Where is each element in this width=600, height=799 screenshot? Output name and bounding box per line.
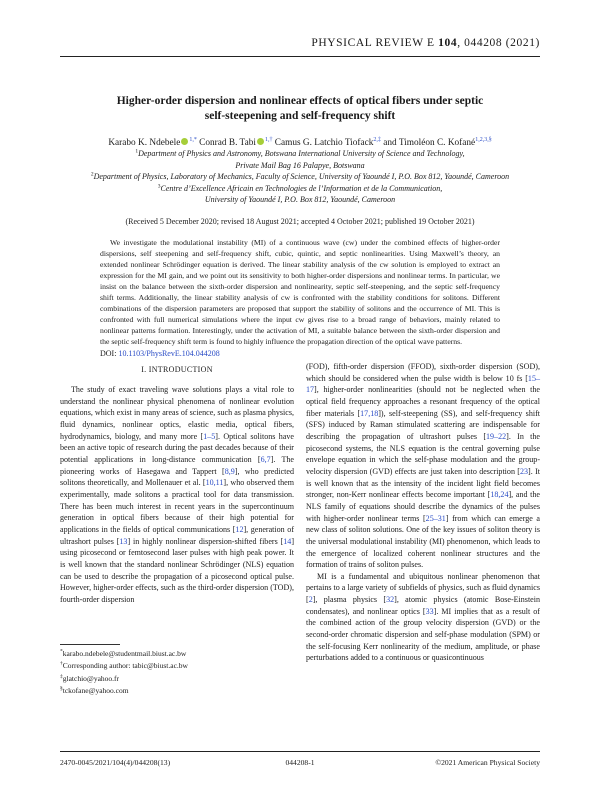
right-column	[306, 361, 540, 664]
citation-link[interactable]: 13	[119, 536, 128, 546]
author-affiliation-mark[interactable]: 2,‡	[373, 136, 381, 143]
citation-link[interactable]: 17,18	[360, 408, 379, 418]
text-run: ]. In the picosecond systems, the NLS equation is the central governing pulse envelope equation in which the self-phase modulation and the group-velocity dispersion (GVD) effects are just taken into description [	[306, 431, 540, 476]
text-run: ], higher-order nonlinearities (should not be neglected when the optical field frequency approaches a resonant frequency of the optical fiber materials [	[306, 385, 540, 418]
footnote: †Corresponding author: tabic@biust.ac.bw	[60, 660, 188, 671]
citation-link[interactable]: 33	[425, 606, 434, 616]
text-run: ], atomic physics (atomic Bose-Einstein condensates), and nonlinear optics [	[306, 595, 541, 616]
body-paragraph	[60, 384, 294, 605]
text-run: ]. MI implies that as a result of the combined action of the group velocity dispersion (GVD) or the second-order chromatic dispersion and self-phase modulation (SPM) or the self-focusing Kerr nonlinearity of the medium, amplitude, or phase perturbations added to a continuous or quasicontinuous	[306, 606, 540, 663]
running-head: PHYSICAL REVIEW E 104, 044208 (2021)	[311, 37, 540, 49]
affiliation-continued: University of Yaoundé I, P.O. Box 812, Yaoundé, Cameroon	[204, 195, 396, 205]
footnote-email-link[interactable]: tckofane@yahoo.com	[62, 685, 129, 695]
text-run: The study of exact traveling wave solutions plays a vital role to understand the nonlinear physical phenomena of nonlinear evolution equations, which exist in many areas of science, such as plasma physics, fluid dynamics, nonlinear optics, elastic media, optical fibers, hydrodynamics, biology, and many more [	[60, 385, 294, 441]
text-run: ]), self-steepening (SS), and self-frequency shift (SFS) induced by Raman stimulated scattering are indispensable for describing the propagation of ultrashort pulses [	[306, 408, 540, 441]
citation-link[interactable]: 14	[283, 536, 292, 546]
footnote: *karabo.ndebele@studentmail.biust.ac.bw	[60, 648, 187, 658]
text-run: ] using picosecond or femtosecond laser pulses with high peak power. It is well known that the standard nonlinear Schrödinger (NLS) equation can be used to describe the propagation of a picosecond optical pulse. However, higher-order effects, such as the third-order dispersion (TOD), fourth-order dispersion	[60, 536, 295, 604]
author-name[interactable]: Karabo K. Ndebele	[108, 138, 181, 148]
citation-link[interactable]: 10,11	[205, 478, 224, 488]
abstract: We investigate the modulational instability (MI) of a continuous wave (cw) under the combined effects of higher-order dispersions, self steepening and self-frequency shift, cubic, quintic, and septic nonlinearities. Using Maxwell’s theory, an extended nonlinear Schrödinger equation is derived. The linear stability analysis of the cw solution is employed to extract an expression for the MI gain, and we point out its sensitivity to both higher-order dispersions and nonlinear terms. In particular, we insist on the balance between the sixth-order dispersion and nonlinearity, septic self-steepening, and the septic self-frequency shift terms. Additionally, the linear stability analysis of cw is confronted with the stability conditions for solitons. Different combinations of the dispersion parameters are proposed that support the stability of solitons and the occurrence of MI. This is confronted with full numerical simulations where the input cw gives rise to a broad range of behaviors, mainly related to nonlinear patterns formation. Interestingly, under the activation of MI, a suitable balance between the sixth-order dispersion and the septic self-frequency shift term is found to highly influence the propagation direction of the optical wave patterns.	[100, 238, 500, 347]
citation-link[interactable]: 18,24	[490, 490, 509, 500]
text-run: ], who observed them experimentally, made solitons a practical tool for data transmission. There has been much interest in recent years in the supercontinuum generation in optical fibers because of their high potential for applications in the fields of optical communications [	[60, 478, 294, 534]
journal-volume: 104	[438, 37, 458, 49]
text-run: ] in highly nonlinear dispersion-shifted fibers [	[127, 536, 284, 546]
citation-link[interactable]: 19–22	[486, 431, 507, 441]
citation-link[interactable]: 15–17	[306, 373, 540, 395]
citation-link[interactable]: 2	[308, 595, 313, 605]
text-run: ]. The pioneering works of Hasegawa and Tappert [	[60, 454, 294, 476]
affiliation: $^2$Department of Physics, Laboratory of Mechanics, Faculty of Science, University of Yaoundé I, P.O. Box 812, Yaoundé, Cameroon	[90, 171, 510, 182]
page-footer	[60, 758, 540, 770]
page-number: 044208-1	[285, 758, 315, 767]
article-number: 044208 (2021)	[464, 37, 540, 49]
title-line-1: Higher-order dispersion and nonlinear effects of optical fibers under septic	[116, 95, 484, 107]
text-run: ], and the NLS family of equations should describe the dynamics of the pulses with higher-order nonlinear terms [	[306, 490, 540, 523]
text-run: MI is a fundamental and ubiquitous nonlinear phenomenon that pertains to a large variety of subfields of physics, such as fluid dynamics [	[306, 571, 540, 605]
issn-citation: 2470-0045/2021/104(4)/044208(13)	[60, 758, 171, 767]
text-run: (FOD), fifth-order dispersion (FFOD), sixth-order dispersion (SOD), which should be considered when the pulse width is below 10 fs [	[306, 362, 540, 383]
paper-title	[70, 94, 530, 124]
author-affiliation-mark[interactable]: 1,†	[264, 136, 273, 143]
body-paragraph	[306, 361, 540, 571]
doi-line	[100, 349, 220, 358]
text-run: ], plasma physics [	[312, 595, 387, 605]
author-affiliation-mark[interactable]: 1,*	[189, 136, 197, 143]
citation-link[interactable]: 32	[386, 595, 395, 605]
affiliation-list	[60, 148, 540, 206]
body-paragraph	[306, 571, 540, 664]
copyright: ©2021 American Physical Society	[435, 758, 540, 767]
text-run: ]. Optical solitons have been an active topic of research during the past decades because of their potential applications in long-distance communication [	[60, 431, 294, 464]
footnote: §tckofane@yahoo.com	[60, 685, 129, 695]
header-rule	[60, 56, 540, 57]
author-name[interactable]: Conrad B. Tabi	[199, 138, 256, 148]
footnote-email-link[interactable]: glatchio@yahoo.fr	[62, 673, 120, 683]
footnote: ‡glatchio@yahoo.fr	[60, 673, 120, 683]
section-heading: I. INTRODUCTION	[141, 365, 213, 374]
text-run: ] from which can emerge a new class of soliton solutions. One of the key issues of soliton theory is the universal modulational instability (MI) phenomenon, which leads to the emergence of localized coherent nonlinear structures and the formation of trains of soliton pulses.	[306, 513, 540, 570]
doi-label: DOI:	[100, 349, 117, 358]
citation-link[interactable]: 25–31	[425, 513, 446, 523]
left-column	[60, 364, 294, 605]
footer-rule	[60, 751, 540, 752]
author-affiliation-mark[interactable]: 1,2,3,§	[475, 136, 492, 143]
footnote-email-link[interactable]: karabo.ndebele@studentmail.biust.ac.bw	[62, 649, 187, 658]
title-line-2: self-steepening and self-frequency shift	[204, 110, 396, 122]
affiliation: $^1$Department of Physics and Astronomy, Botswana International University of Science and Technology,	[135, 148, 465, 158]
received-dates: (Received 5 December 2020; revised 18 August 2021; accepted 4 October 2021; published 19 October 2021)	[125, 217, 475, 226]
text-run: ], who predicted solitons theoretically, and Mollenauer et al. [	[60, 466, 294, 488]
author-list: Karabo K. Ndebele $^{1,*}$ Conrad B. Tabi $^{1,\dagger}$ Camus G. Latchio Tiofack$^{2,\ddagger}$ and Timoléon C. Kofané$^{1,2,3,\S}$	[108, 136, 492, 148]
orcid-icon[interactable]	[181, 138, 188, 145]
citation-link[interactable]: 6,7	[260, 454, 271, 464]
author-name[interactable]: Camus G. Latchio Tiofack	[274, 138, 374, 148]
text-run: ]. It is well known that as the intensity of the incident light field becomes stronger, non-Kerr nonlinear effects become important [	[306, 466, 540, 500]
doi-link[interactable]: 10.1103/PhysRevE.104.044208	[118, 349, 220, 358]
orcid-icon[interactable]	[257, 138, 264, 145]
text-run: ], generation of ultrashort pulses [	[60, 524, 294, 546]
affiliation-continued: Private Mail Bag 16 Palapye, Botswana	[235, 160, 365, 170]
citation-link[interactable]: 12	[235, 524, 244, 534]
footnote-list	[60, 648, 188, 697]
citation-link[interactable]: 23	[520, 466, 529, 476]
footnote-email-link[interactable]: Corresponding author: tabic@biust.ac.bw	[62, 661, 188, 671]
author-name[interactable]: Timoléon C. Kofané	[398, 138, 476, 148]
affiliation: $^3$Centre d’Excellence Africain en Technologies de l’Information et de la Communication,	[157, 183, 443, 193]
footnote-rule	[60, 644, 120, 645]
journal-name: PHYSICAL REVIEW E	[311, 37, 435, 49]
citation-link[interactable]: 1–5	[203, 431, 216, 441]
citation-link[interactable]: 8,9	[224, 466, 235, 476]
